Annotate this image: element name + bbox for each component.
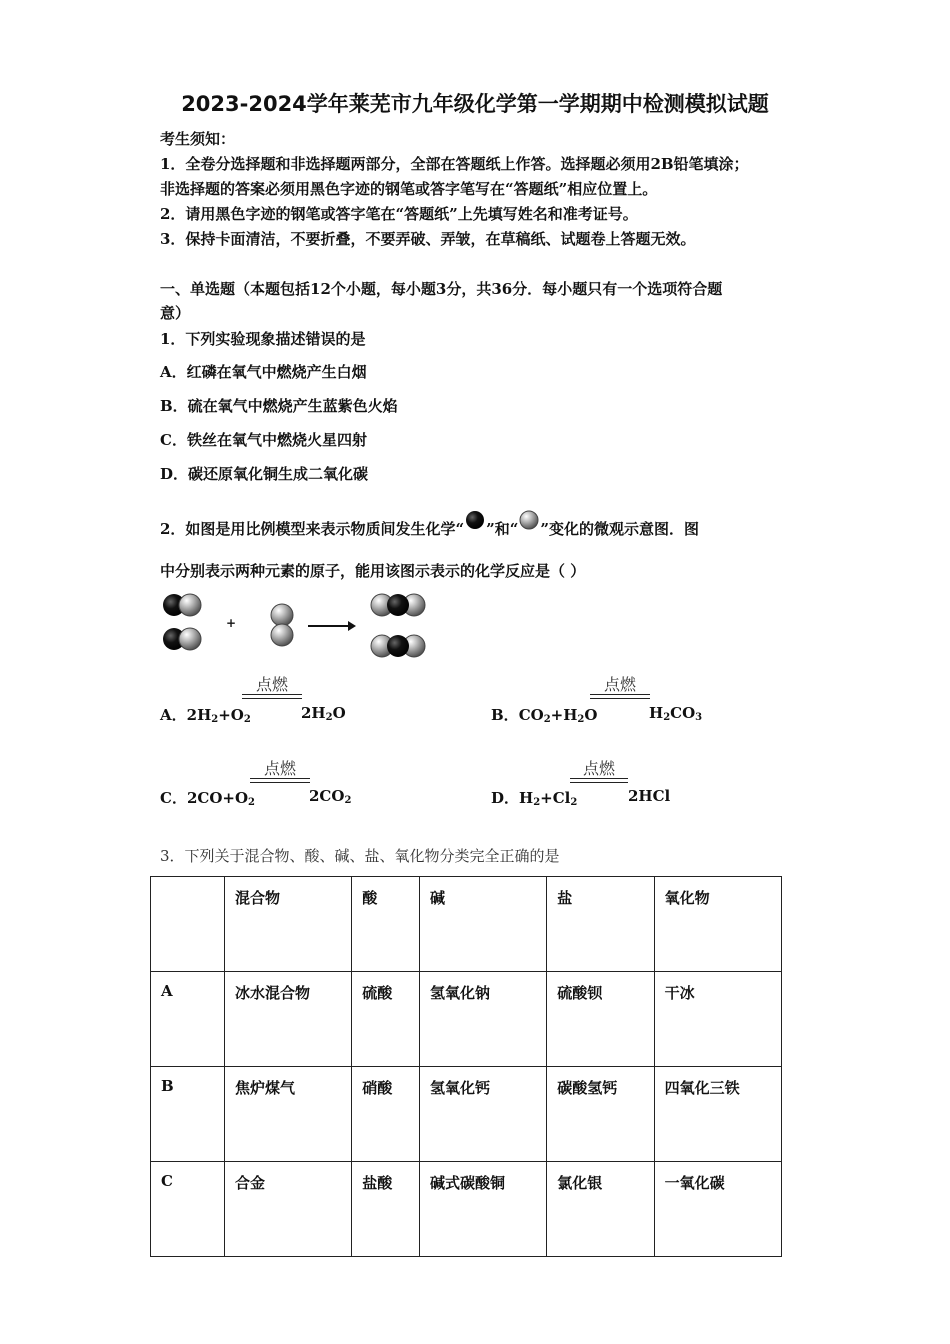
q2-stem-line1 — [160, 510, 699, 539]
section-heading-cont: 意） — [160, 304, 191, 322]
q2-option-a-lhs — [160, 704, 251, 725]
reactant-molecule-3 — [271, 604, 293, 646]
reactant-molecule-2 — [163, 628, 201, 650]
formula-part: CO — [670, 704, 696, 722]
option-label: A． — [160, 706, 187, 724]
q1-option-b: B．硫在氧气中燃烧产生蓝紫色火焰 — [160, 397, 398, 415]
q2-option-a-rhs — [301, 704, 346, 722]
formula-part: +H — [550, 706, 578, 724]
plus-sign: + — [226, 616, 237, 630]
formula-sub: 3 — [695, 712, 703, 723]
q2-stem-line2: 中分别表示两种元素的原子，能用该图示表示的化学反应是（ ） — [160, 562, 586, 580]
q2-option-b-rhs — [649, 704, 702, 722]
formula-part: H — [649, 704, 664, 722]
table-header-cell: 碱 — [419, 877, 546, 972]
condition-a — [242, 672, 302, 695]
q2-option-c-rhs — [309, 787, 351, 805]
formula-sub: 2 — [533, 797, 541, 808]
formula-sub: 2 — [543, 714, 551, 725]
table-cell: 一氧化碳 — [654, 1162, 781, 1257]
table-cell: 四氧化三铁 — [654, 1067, 781, 1162]
formula-sub: 2 — [663, 712, 671, 723]
formula-part: O — [584, 706, 598, 724]
table-cell: B — [151, 1067, 225, 1162]
page-title: 2023-2024学年莱芜市九年级化学第一学期期中检测模拟试题 — [181, 92, 769, 116]
product-molecule-2 — [371, 635, 425, 657]
formula-part: +O — [218, 706, 244, 724]
product-molecule-1 — [371, 594, 425, 616]
condition-text: 点燃 — [582, 759, 615, 778]
equal-sign — [250, 778, 310, 783]
notice-heading: 考生须知： — [160, 130, 236, 148]
q1-option-d: D．碳还原氧化铜生成二氧化碳 — [160, 465, 369, 483]
table-cell: 氢氧化钙 — [419, 1067, 546, 1162]
formula-sub: 2 — [344, 795, 352, 806]
equal-sign — [590, 694, 650, 699]
option-label: D． — [491, 789, 520, 807]
q2-stem-part: 2．如图是用比例模型来表示物质间发生化学“ — [160, 520, 465, 538]
table-cell: 合金 — [225, 1162, 352, 1257]
table-cell: 氯化银 — [547, 1162, 654, 1257]
table-cell: 硝酸 — [352, 1067, 420, 1162]
formula-part: 2CO — [309, 787, 345, 805]
table-row — [151, 1067, 782, 1162]
formula-sub: 2 — [248, 797, 255, 808]
table-cell: 干冰 — [654, 972, 781, 1067]
table-header-cell: 混合物 — [225, 877, 352, 972]
table-cell: 氢氧化钠 — [419, 972, 546, 1067]
reactant-molecule-1 — [163, 594, 201, 616]
condition-text: 点燃 — [255, 675, 288, 694]
table-header-cell: 酸 — [352, 877, 420, 972]
table-cell: 硫酸 — [352, 972, 420, 1067]
equal-sign — [242, 694, 302, 699]
formula-sub: 2 — [325, 712, 333, 723]
q2-option-d-rhs — [628, 787, 670, 805]
formula-part: 2H — [301, 704, 326, 722]
table-cell: 盐酸 — [352, 1162, 420, 1257]
table-header-cell — [151, 877, 225, 972]
q2-stem-part: ”变化的微观示意图．图 — [540, 520, 699, 538]
q2-option-d-lhs — [491, 787, 577, 808]
section-heading: 一、单选题（本题包括12个小题，每小题3分，共36分．每小题只有一个选项符合题 — [160, 280, 723, 298]
black-atom-icon — [465, 510, 485, 530]
condition-text: 点燃 — [603, 675, 636, 694]
reaction-diagram — [158, 588, 438, 660]
formula-part: CO — [518, 706, 544, 724]
notice-item: 3．保持卡面清洁，不要折叠，不要弄破、弄皱，在草稿纸、试题卷上答题无效。 — [160, 230, 696, 248]
table-cell: C — [151, 1162, 225, 1257]
table-cell: 碱式碳酸铜 — [419, 1162, 546, 1257]
table-header-cell: 氧化物 — [654, 877, 781, 972]
notice-item: 1．全卷分选择题和非选择题两部分，全部在答题纸上作答。选择题必须用2B铅笔填涂； — [160, 155, 749, 173]
table-row — [151, 972, 782, 1067]
table-header-row — [151, 877, 782, 972]
table-header-cell: 盐 — [547, 877, 654, 972]
formula-sub: 2 — [211, 714, 219, 725]
table-cell: 硫酸钡 — [547, 972, 654, 1067]
table-cell: 焦炉煤气 — [225, 1067, 352, 1162]
grey-atom-icon — [519, 510, 539, 530]
condition-d — [570, 756, 628, 779]
q1-option-c: C．铁丝在氧气中燃烧火星四射 — [160, 431, 367, 449]
condition-text: 点燃 — [263, 759, 296, 778]
option-label: B． — [491, 706, 519, 724]
q1-option-a: A．红磷在氧气中燃烧产生白烟 — [160, 363, 367, 381]
table-cell: 碳酸氢钙 — [547, 1067, 654, 1162]
formula-part: H — [519, 789, 534, 807]
equal-sign — [570, 778, 628, 783]
formula-part: 2H — [186, 706, 212, 724]
option-label: C． — [160, 789, 187, 807]
q2-option-b-lhs — [491, 704, 597, 725]
condition-b — [590, 672, 650, 695]
formula-part: +Cl — [540, 789, 571, 807]
classification-table — [150, 876, 782, 1257]
q3-stem: 3．下列关于混合物、酸、碱、盐、氧化物分类完全正确的是 — [160, 847, 560, 865]
arrow-icon — [308, 621, 356, 631]
notice-item: 2．请用黑色字迹的钢笔或答字笔在“答题纸”上先填写姓名和准考证号。 — [160, 205, 638, 223]
condition-c — [250, 756, 310, 779]
formula-part: O — [332, 704, 346, 722]
notice-item: 非选择题的答案必须用黑色字迹的钢笔或答字笔写在“答题纸”相应位置上。 — [160, 180, 658, 198]
table-cell: A — [151, 972, 225, 1067]
formula-sub: 2 — [243, 714, 251, 725]
q2-stem-part: ”和“ — [486, 520, 519, 538]
formula-part: 2HCl — [628, 787, 671, 805]
q2-option-c-lhs — [160, 787, 255, 808]
table-row — [151, 1162, 782, 1257]
table-cell: 冰水混合物 — [225, 972, 352, 1067]
formula-sub: 2 — [570, 797, 578, 808]
formula-part: 2CO+O — [186, 789, 249, 807]
formula-sub: 2 — [577, 714, 585, 725]
q1-stem: 1．下列实验现象描述错误的是 — [160, 330, 366, 348]
